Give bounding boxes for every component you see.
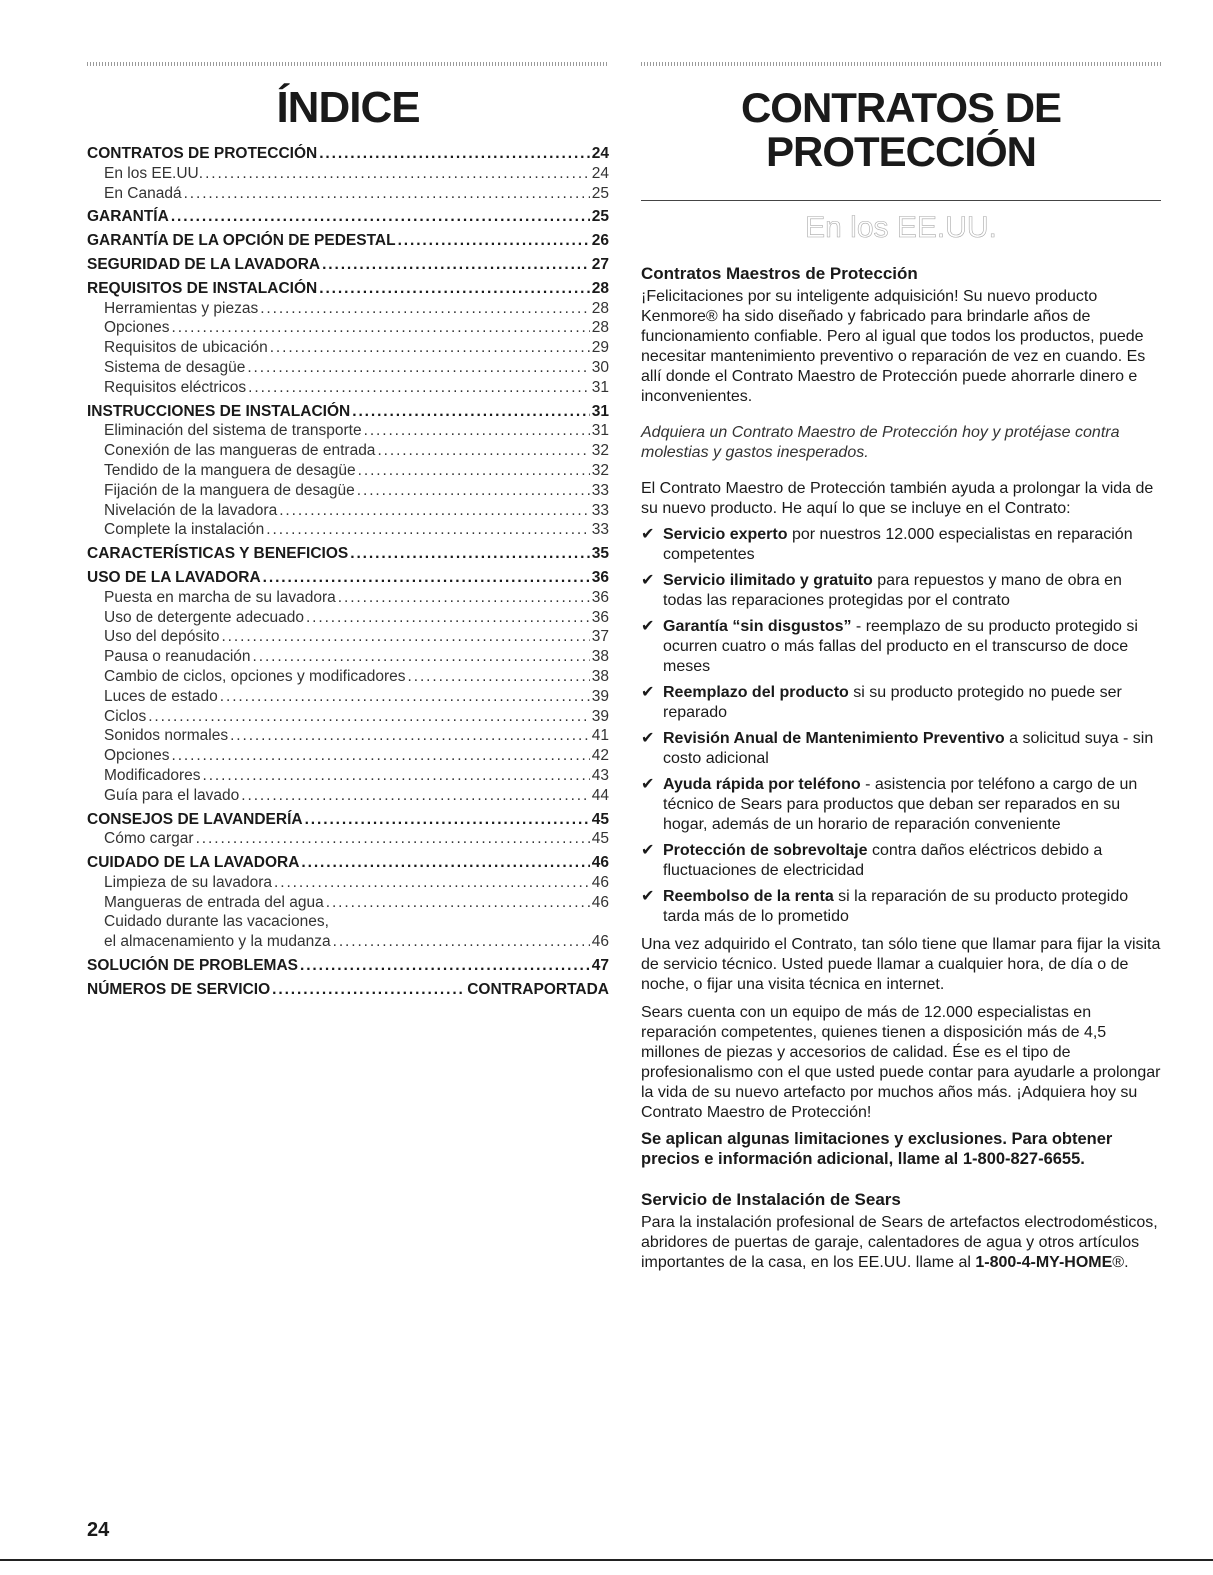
checkmark-icon: ✔ [641,730,655,747]
toc-leader-dots [241,786,589,806]
toc-leader-dots [272,980,465,1000]
benefit-title: Servicio ilimitado y gratuito [663,572,873,589]
toc-subentry [87,873,609,893]
master-contracts-heading: Contratos Maestros de Protección [641,264,918,283]
toc-leader-dots [338,588,590,608]
toc-subentry [87,893,609,913]
benefit-description: si la reparación de su producto protegido tarda más de lo prometido [663,888,1129,925]
toc-page-number: 39 [591,707,609,725]
toc-entry-title: Complete la instalación [104,521,265,539]
toc-page-number: 43 [591,766,609,784]
toc-leader-dots [263,568,590,588]
toc-entry-title: Sonidos normales [104,727,229,745]
toc-subentry [87,338,609,358]
toc-entry-title: En los EE.UU. [104,164,204,182]
contracts-title [641,86,1161,174]
benefit-description: para repuestos y mano de obra en todas las reparaciones protegidas por el contrato [663,572,1122,609]
toc-leader-dots [300,956,590,976]
toc-leader-dots [203,766,590,786]
toc-section-entry [87,255,609,275]
toc-entry-title: Cómo cargar [104,830,194,848]
toc-page-number: 35 [591,545,609,563]
toc-page-number: 31 [591,422,609,440]
toc-entry-title: Cuidado durante las vacaciones, [104,913,329,931]
checkmark-icon: ✔ [641,618,655,635]
toc-leader-dots [408,667,590,687]
benefit-title: Servicio experto [663,526,788,543]
toc-entry-title: Sistema de desagüe [104,358,246,376]
benefit-description: a solicitud suya - sin costo adicional [663,730,1154,767]
toc-entry-title: Uso del depósito [104,628,220,646]
toc-leader-dots [398,231,590,251]
toc-entry-title: SEGURIDAD DE LA LAVADORA [87,255,321,273]
dotted-divider [87,62,609,66]
toc-subentry [87,932,609,952]
toc-leader-dots [305,810,590,830]
benefit-item [641,525,1161,565]
toc-leader-dots [306,608,590,628]
toc-entry-title: Fijación de la manguera de desagüe [104,481,355,499]
toc-entry-title: GARANTÍA [87,208,169,226]
table-of-contents [87,144,609,1000]
toc-section-entry [87,568,609,588]
toc-page-number: 37 [591,628,609,646]
toc-subentry [87,687,609,707]
toc-page-number: 44 [591,786,609,804]
italic-note: Adquiera un Contrato Maestro de Protección hoy y protéjase contra molestias y gastos inesperados. [641,424,1120,461]
region-subheading: En los EE.UU. [805,211,997,244]
toc-entry-title: CONTRATOS DE PROTECCIÓN [87,145,318,162]
toc-entry-title: REQUISITOS DE INSTALACIÓN [87,279,318,297]
toc-subentry [87,164,609,184]
toc-entry-title: USO DE LA LAVADORA [87,568,261,586]
toc-leader-dots [352,402,590,422]
install-service-heading: Servicio de Instalación de Sears [641,1190,901,1209]
toc-subentry [87,912,609,932]
benefit-description: contra daños eléctricos debido a fluctuaciones de electricidad [663,842,1103,879]
toc-page-number: 38 [591,667,609,685]
limitations-notice: Se aplican algunas limitaciones y exclusiones. Para obtener precios e información adicional, llame al 1-800-827-6655. [641,1130,1113,1168]
benefit-item [641,841,1161,881]
benefit-description: por nuestros 12.000 especialistas en reparación competentes [663,526,1133,563]
toc-page-number: 33 [591,521,609,539]
toc-page-number: 24 [591,145,609,162]
toc-page-number: 30 [591,358,609,376]
toc-section-entry [87,231,609,251]
toc-leader-dots [319,279,590,299]
toc-leader-dots [260,299,590,319]
toc-entry-title: Puesta en marcha de su lavadora [104,588,336,606]
toc-subentry [87,707,609,727]
toc-subentry [87,726,609,746]
toc-page-number: 42 [591,747,609,765]
toc-leader-dots [364,421,590,441]
toc-section-entry [87,279,609,299]
toc-page-number: 28 [591,299,609,317]
toc-entry-title: Requisitos de ubicación [104,339,268,357]
toc-page-number: 33 [591,481,609,499]
page-number: 24 [87,1519,110,1541]
toc-entry-title: CARACTERÍSTICAS Y BENEFICIOS [87,545,349,563]
benefit-item [641,729,1161,769]
toc-page-number: 36 [591,568,609,586]
toc-subentry [87,501,609,521]
toc-subentry [87,318,609,338]
toc-leader-dots [274,873,590,893]
toc-subentry [87,520,609,540]
checkmark-icon: ✔ [641,776,655,793]
toc-subentry [87,766,609,786]
toc-page-number: 31 [591,402,609,420]
toc-page-number: 27 [591,255,609,273]
toc-entry-title: Guía para el lavado [104,786,240,804]
toc-subentry [87,588,609,608]
toc-leader-dots [279,501,590,521]
toc-entry-title: Luces de estado [104,687,218,705]
toc-leader-dots [357,481,590,501]
install-phone: 1-800-4-MY-HOME [975,1254,1113,1271]
benefit-item [641,617,1161,677]
toc-subentry [87,829,609,849]
toc-leader-dots [248,378,590,398]
bottom-border [0,1559,1213,1561]
toc-leader-dots [266,520,589,540]
toc-entry-title: Eliminación del sistema de transporte [104,422,362,440]
checkmark-icon: ✔ [641,888,655,905]
toc-section-entry [87,956,609,976]
toc-page-number: 36 [591,608,609,626]
toc-section-entry [87,853,609,873]
install-text: Para la instalación profesional de Sears de artefactos electrodomésticos, abridores de puertas de garaje, calentadores de agua y otros artículos importantes de la casa, en los EE.UU. llame al [641,1214,1158,1271]
benefit-title: Ayuda rápida por teléfono [663,776,861,793]
toc-subentry [87,746,609,766]
toc-leader-dots [205,164,590,184]
checkmark-icon: ✔ [641,572,655,589]
toc-leader-dots [171,318,589,338]
toc-page-number: 38 [591,648,609,666]
toc-entry-title: En Canadá [104,184,182,202]
contracts-column [641,62,1161,1273]
toc-subentry [87,461,609,481]
toc-entry-title: Pausa o reanudación [104,648,251,666]
benefit-title: Garantía “sin disgustos” [663,618,852,635]
toc-page-number: 45 [591,810,609,828]
toc-subentry [87,421,609,441]
index-column [87,62,609,1000]
title-divider [641,200,1161,201]
toc-page-number: 41 [591,727,609,745]
toc-page-number: 24 [591,164,609,182]
toc-page-number: 32 [591,442,609,460]
toc-entry-title: Conexión de las mangueras de entrada [104,442,376,460]
benefit-title: Reemplazo del producto [663,684,849,701]
toc-entry-title: Cambio de ciclos, opciones y modificadores [104,667,406,685]
toc-page-number: 46 [591,933,609,951]
toc-leader-dots [270,338,590,358]
toc-entry-title: Mangueras de entrada del agua [104,893,324,911]
toc-page-number: 28 [591,279,609,297]
toc-page-number: 46 [591,873,609,891]
toc-leader-dots [326,893,590,913]
benefit-description: si su producto protegido no puede ser reparado [663,684,1122,721]
toc-page-number: 25 [591,184,609,202]
benefit-title: Reembolso de la renta [663,888,834,905]
also-helps-paragraph: El Contrato Maestro de Protección también ayuda a prolongar la vida de su nuevo producto. He aquí lo que se incluye en el Contrato: [641,480,1154,517]
toc-section-entry [87,980,609,1000]
toc-entry-title: Herramientas y piezas [104,299,259,317]
toc-section-entry [87,810,609,830]
toc-subentry [87,358,609,378]
toc-entry-title: GARANTÍA DE LA OPCIÓN DE PEDESTAL [87,232,396,250]
toc-leader-dots [171,746,589,766]
toc-entry-title: NÚMEROS DE SERVICIO [87,980,271,998]
benefit-item [641,571,1161,611]
toc-leader-dots [358,461,590,481]
toc-page-number: 31 [591,378,609,396]
toc-entry-title: Nivelación de la lavadora [104,501,278,519]
checkmark-icon: ✔ [641,684,655,701]
benefit-description: - asistencia por teléfono a cargo de un técnico de Sears para productos que deban ser reparados en su hogar, además de un horario de reparación conveniente [663,776,1138,833]
toc-leader-dots [377,441,589,461]
toc-leader-dots [148,707,590,727]
toc-entry-title: Uso de detergente adecuado [104,608,304,626]
once-acquired-paragraph: Una vez adquirido el Contrato, tan sólo tiene que llamar para fijar la visita de servicio técnico. Usted puede llamar a cualquier hora, de día o de noche, o fijar una visita técnica en internet. [641,936,1161,993]
index-title: ÍNDICE [276,83,420,132]
toc-subentry [87,299,609,319]
benefit-description: - reemplazo de su producto protegido si ocurren cuatro o más fallas del producto en el transcurso de doce meses [663,618,1138,675]
toc-entry-title: CUIDADO DE LA LAVADORA [87,854,300,872]
benefit-item [641,775,1161,835]
toc-leader-dots [319,144,590,164]
checkmark-icon: ✔ [641,842,655,859]
toc-page-number: CONTRAPORTADA [467,980,609,998]
sears-team-paragraph: Sears cuenta con un equipo de más de 12.000 especialistas en reparación competentes, quienes tienen a disposición más de 4,5 millones de piezas y accesorios de calidad. Ése es el tipo de profesionalismo con el que usted puede contar para ayudarle a prolongar la vida de su nuevo artefacto por muchos años más. ¡Adquiera hoy su Contrato Maestro de Protección! [641,1004,1161,1121]
contracts-title-line1: CONTRATOS DE [740,84,1062,131]
toc-entry-title: CONSEJOS DE LAVANDERÍA [87,810,303,828]
toc-leader-dots [247,358,589,378]
toc-entry-title: SOLUCIÓN DE PROBLEMAS [87,957,298,975]
toc-entry-title: Requisitos eléctricos [104,378,247,396]
toc-page-number: 28 [591,319,609,337]
toc-subentry [87,647,609,667]
install-paragraph [641,1213,1161,1273]
toc-page-number: 33 [591,501,609,519]
toc-subentry [87,627,609,647]
toc-section-entry [87,544,609,564]
dotted-divider [641,62,1161,66]
toc-subentry [87,184,609,204]
toc-subentry [87,441,609,461]
toc-page-number: 25 [591,208,609,226]
intro-paragraph: ¡Felicitaciones por su inteligente adquisición! Su nuevo producto Kenmore® ha sido diseñado y fabricado para brindarle años de funcionamiento confiable. Pero al igual que todos los productos, puede necesitar mantenimiento preventivo o reparación de vez en cuando. Es allí donde el Contrato Maestro de Protección puede ahorrarle dinero e inconvenientes. [641,288,1146,405]
toc-entry-title: el almacenamiento y la mudanza [104,933,331,951]
toc-entry-title: Opciones [104,747,170,765]
toc-leader-dots [220,687,590,707]
toc-subentry [87,608,609,628]
contracts-title-line2: PROTECCIÓN [765,128,1036,175]
toc-leader-dots [184,184,590,204]
toc-page-number: 36 [591,588,609,606]
toc-page-number: 46 [591,854,609,872]
toc-leader-dots [253,647,590,667]
toc-entry-title: Modificadores [104,766,201,784]
toc-leader-dots [221,627,589,647]
checkmark-icon: ✔ [641,526,655,543]
benefit-item [641,683,1161,723]
toc-subentry [87,481,609,501]
toc-entry-title: INSTRUCCIONES DE INSTALACIÓN [87,402,351,420]
toc-leader-dots [230,726,590,746]
toc-leader-dots [196,829,590,849]
benefit-title: Revisión Anual de Mantenimiento Preventivo [663,730,1005,747]
toc-section-entry [87,144,609,164]
benefit-item [641,887,1161,927]
toc-leader-dots [322,255,590,275]
toc-section-entry [87,207,609,227]
toc-leader-dots [333,932,590,952]
toc-page-number: 32 [591,461,609,479]
toc-leader-dots [171,207,590,227]
toc-subentry [87,786,609,806]
benefit-title: Protección de sobrevoltaje [663,842,868,859]
toc-page-number: 47 [591,957,609,975]
toc-page-number: 46 [591,893,609,911]
benefits-list [641,525,1161,927]
toc-entry-title: Ciclos [104,707,147,725]
toc-section-entry [87,402,609,422]
toc-subentry [87,378,609,398]
toc-leader-dots [301,853,589,873]
install-tail: ®. [1112,1254,1129,1271]
toc-page-number: 29 [591,339,609,357]
toc-subentry [87,667,609,687]
toc-page-number: 39 [591,687,609,705]
toc-leader-dots [350,544,590,564]
toc-entry-title: Tendido de la manguera de desagüe [104,461,356,479]
toc-page-number: 26 [591,232,609,250]
toc-entry-title: Limpieza de su lavadora [104,873,273,891]
toc-page-number: 45 [591,830,609,848]
toc-entry-title: Opciones [104,319,170,337]
